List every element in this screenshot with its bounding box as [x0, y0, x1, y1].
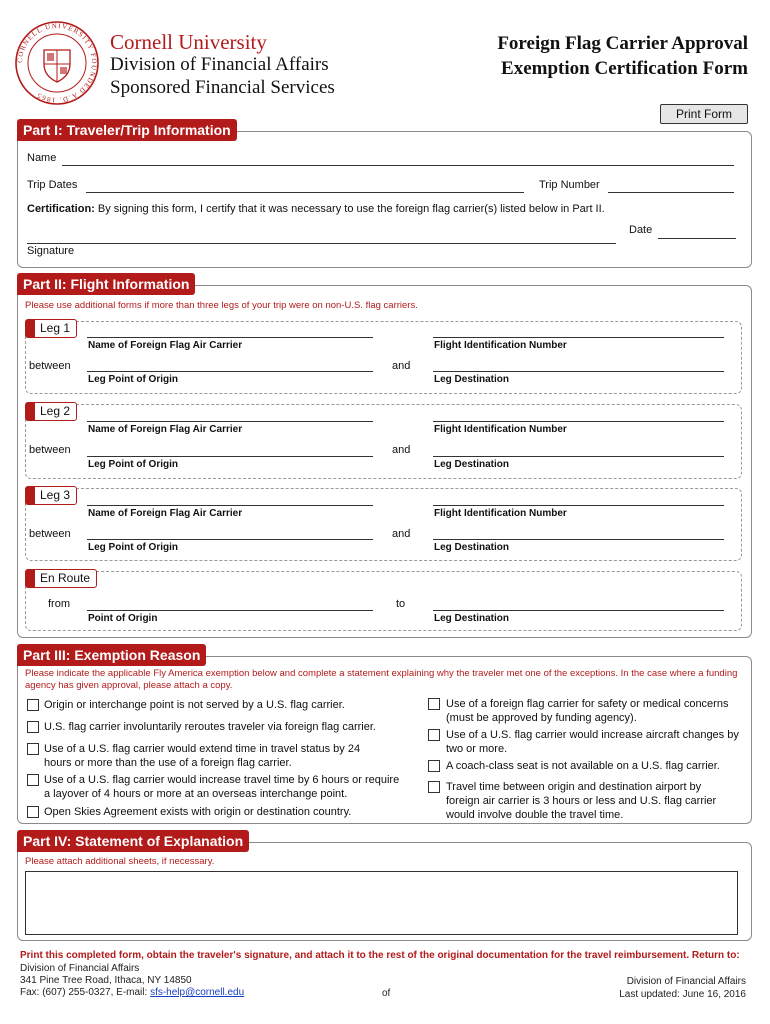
exemption-checkbox-5[interactable]: [27, 806, 39, 818]
leg1-tag: Leg 1: [25, 319, 77, 338]
leg2-carrier-field[interactable]: [87, 421, 373, 422]
leg1-carrier-field[interactable]: [87, 337, 373, 338]
exemption-checkbox-6[interactable]: [428, 698, 440, 710]
exemption-option-2: U.S. flag carrier involuntarily reroutes traveler via foreign flag carrier.: [44, 721, 376, 733]
part4-note: Please attach additional sheets, if necessary.: [25, 856, 215, 867]
leg3-flight-label: Flight Identification Number: [434, 508, 567, 519]
exemption-checkbox-4[interactable]: [27, 774, 39, 786]
leg3-origin-field[interactable]: [87, 539, 373, 540]
exemption-option-5: Open Skies Agreement exists with origin or destination country.: [44, 806, 352, 818]
leg1-and-label: and: [392, 360, 411, 372]
leg1-destination-field[interactable]: [433, 371, 724, 372]
footer-instruction: Print this completed form, obtain the traveler's signature, and attach it to the rest of the original documentation for the travel reimbursement. Return to:: [20, 950, 740, 961]
exemption-checkbox-2[interactable]: [27, 721, 39, 733]
leg2-carrier-label: Name of Foreign Flag Air Carrier: [88, 424, 243, 435]
leg3-tag: Leg 3: [25, 486, 77, 505]
trip-number-label: Trip Number: [539, 179, 600, 191]
leg3-between-label: between: [29, 528, 71, 540]
part1-section: [17, 131, 752, 268]
last-updated: Last updated: June 16, 2016: [619, 989, 746, 1000]
certification-statement: Certification: By signing this form, I certify that it was necessary to use the foreign flag carrier(s) listed below in Part II.: [27, 203, 605, 215]
name-field[interactable]: [62, 165, 734, 166]
part2-heading: Part II: Flight Information: [17, 273, 195, 295]
leg3-and-label: and: [392, 528, 411, 540]
leg1-origin-label: Leg Point of Origin: [88, 374, 178, 385]
footer-right-org: Division of Financial Affairs: [626, 976, 746, 987]
exemption-checkbox-1[interactable]: [27, 699, 39, 711]
date-field[interactable]: [658, 238, 736, 239]
leg3-carrier-label: Name of Foreign Flag Air Carrier: [88, 508, 243, 519]
leg3-flight-field[interactable]: [433, 505, 724, 506]
exemption-option-7: Use of a U.S. flag carrier would increase aircraft changes by two or more.: [446, 729, 739, 755]
leg3-carrier-field[interactable]: [87, 505, 373, 506]
leg1-carrier-label: Name of Foreign Flag Air Carrier: [88, 340, 243, 351]
email-link[interactable]: sfs-help@cornell.edu: [150, 987, 245, 998]
page-of-label: of: [382, 988, 391, 999]
signature-field[interactable]: [27, 243, 616, 244]
leg1-origin-field[interactable]: [87, 371, 373, 372]
leg2-and-label: and: [392, 444, 411, 456]
signature-label: Signature: [27, 245, 75, 257]
org-title: Cornell University: [110, 30, 267, 54]
leg2-tag: Leg 2: [25, 402, 77, 421]
part3-heading: Part III: Exemption Reason: [17, 644, 206, 666]
exemption-checkbox-7[interactable]: [428, 729, 440, 741]
leg1-flight-label: Flight Identification Number: [434, 340, 567, 351]
leg1-flight-field[interactable]: [433, 337, 724, 338]
leg2-between-label: between: [29, 444, 71, 456]
enroute-origin-label: Point of Origin: [88, 613, 158, 624]
exemption-option-6: Use of a foreign flag carrier for safety or medical concerns (must be approved by funding agency).: [446, 698, 729, 724]
form-title-line2: Exemption Certification Form: [501, 58, 748, 79]
print-form-button[interactable]: Print Form: [660, 104, 748, 124]
leg3-destination-label: Leg Destination: [434, 542, 510, 553]
org-department: Sponsored Financial Services: [110, 77, 335, 98]
part1-heading: Part I: Traveler/Trip Information: [17, 119, 237, 141]
exemption-checkbox-8[interactable]: [428, 760, 440, 772]
part4-heading: Part IV: Statement of Explanation: [17, 830, 249, 852]
leg3-destination-field[interactable]: [433, 539, 724, 540]
date-label: Date: [629, 224, 653, 236]
exemption-checkbox-9[interactable]: [428, 781, 440, 793]
leg3-origin-label: Leg Point of Origin: [88, 542, 178, 553]
svg-text:CORNELL UNIVERSITY FOUNDED A.D: CORNELL UNIVERSITY FOUNDED A.D. 1865: [15, 21, 99, 105]
part3-note: Please indicate the applicable Fly America exemption below and complete a statement explaining why the traveler met one of the exceptions. In the case where a funding agency has given approval, please attach a copy.: [25, 668, 738, 691]
leg2-destination-field[interactable]: [433, 456, 724, 457]
org-division: Division of Financial Affairs: [110, 54, 329, 75]
exemption-option-9: Travel time between origin and destination airport by foreign air carrier is 3 hours or less and U.S. flag carrier would involve double the travel time.: [446, 781, 717, 821]
leg2-origin-label: Leg Point of Origin: [88, 459, 178, 470]
enroute-tag: En Route: [25, 569, 97, 588]
exemption-option-4: Use of a U.S. flag carrier would increase travel time by 6 hours or require a layover of 4 hours or more at an overseas interchange point.: [44, 774, 400, 800]
footer-contact: Fax: (607) 255-0327, E-mail: sfs-help@cornell.edu: [20, 987, 245, 998]
leg2-destination-label: Leg Destination: [434, 459, 510, 470]
leg1-destination-label: Leg Destination: [434, 374, 510, 385]
enroute-origin-field[interactable]: [87, 610, 373, 611]
explanation-textarea[interactable]: [25, 871, 738, 935]
exemption-option-8: A coach-class seat is not available on a U.S. flag carrier.: [446, 760, 720, 772]
enroute-destination-field[interactable]: [433, 610, 724, 611]
exemption-option-3: Use of a U.S. flag carrier would extend time in travel status by 24 hours or more than the use of a foreign flag carrier.: [44, 743, 361, 769]
enroute-destination-label: Leg Destination: [434, 613, 510, 624]
trip-dates-field[interactable]: [86, 192, 524, 193]
exemption-option-1: Origin or interchange point is not served by a U.S. flag carrier.: [44, 699, 345, 711]
trip-dates-label: Trip Dates: [27, 179, 78, 191]
leg2-origin-field[interactable]: [87, 456, 373, 457]
enroute-to-label: to: [396, 598, 406, 610]
enroute-from-label: from: [48, 598, 70, 610]
leg2-flight-label: Flight Identification Number: [434, 424, 567, 435]
leg2-flight-field[interactable]: [433, 421, 724, 422]
footer-address-line2: 341 Pine Tree Road, Ithaca, NY 14850: [20, 975, 192, 986]
trip-number-field[interactable]: [608, 192, 734, 193]
part2-note: Please use additional forms if more than three legs of your trip were on non-U.S. flag carriers.: [25, 300, 418, 311]
form-title-line1: Foreign Flag Carrier Approval: [497, 33, 748, 54]
leg1-between-label: between: [29, 360, 71, 372]
footer-address-line1: Division of Financial Affairs: [20, 963, 140, 974]
cornell-seal-logo: [14, 20, 100, 106]
name-label: Name: [27, 152, 57, 164]
exemption-checkbox-3[interactable]: [27, 743, 39, 755]
